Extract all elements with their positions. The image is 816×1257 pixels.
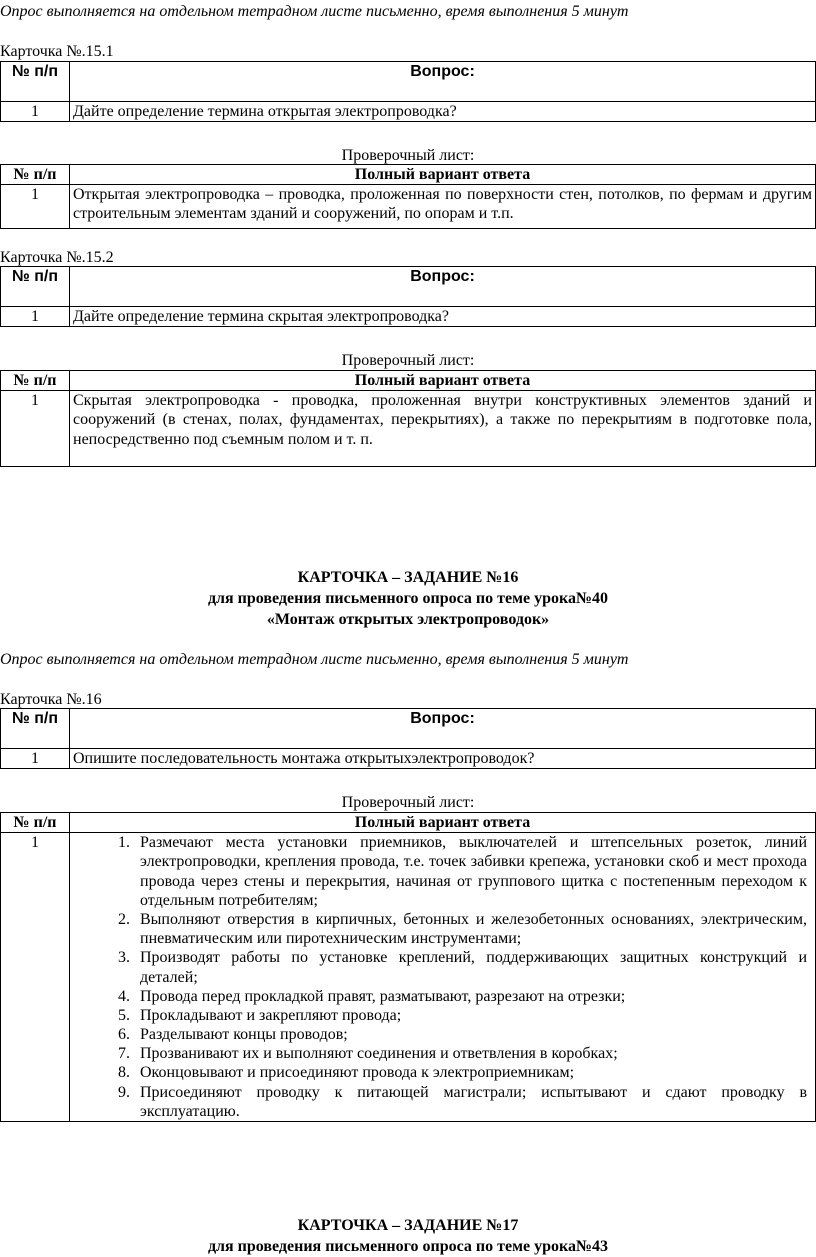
card-15-1-label: Карточка №.15.1 <box>0 43 114 60</box>
question-header-num: № п/п <box>1 709 70 749</box>
answer-header-title: Полный вариант ответа <box>70 813 816 833</box>
card-15-2-answer-table <box>0 370 816 467</box>
question-header-num: № п/п <box>1 267 70 307</box>
card-15-2-question-table <box>0 266 816 327</box>
question-num: 1 <box>1 307 70 327</box>
card-16-answer-table <box>0 812 816 1122</box>
question-text: Опишите последовательность монтажа открытыхэлектропроводок? <box>70 749 816 769</box>
answer-step <box>70 1025 807 1044</box>
question-header-num: № п/п <box>1 62 70 102</box>
answer-step-text: Прозванивают их и выполняют соединения и ответвления в коробках; <box>140 1045 618 1063</box>
task-16-subtitle: для проведения письменного опроса по теме урока№40 <box>207 590 609 607</box>
card-16-label: Карточка №.16 <box>0 691 102 708</box>
answer-text: Открытая электропроводка – проводка, проложенная по поверхности стен, потолков, по фермам и другим строительным элементам зданий и сооружений, по опорам и т.п. <box>70 185 816 229</box>
answer-step <box>70 948 807 986</box>
check-label: Проверочный лист: <box>341 147 475 164</box>
answer-step-text: Выполняют отверстия в кирпичных, бетонных и железобетонных основаниях, электрическим, пневматическим или пиротехническим инструментами; <box>140 910 807 948</box>
answer-step-number: 7. <box>118 1045 130 1063</box>
answer-num: 1 <box>1 833 70 1122</box>
card-15-2-label: Карточка №.15.2 <box>0 249 114 266</box>
answer-step <box>70 1006 807 1025</box>
check-label: Проверочный лист: <box>341 352 475 369</box>
answer-step-number: 1. <box>118 834 130 852</box>
check-label: Проверочный лист: <box>341 794 475 811</box>
answer-step <box>70 833 807 910</box>
answer-num: 1 <box>1 391 70 467</box>
question-text: Дайте определение термина скрытая электропроводка? <box>70 307 816 327</box>
question-header-title: Вопрос: <box>70 62 816 102</box>
answer-header-title: Полный вариант ответа <box>70 165 816 185</box>
answer-step-text: Разделывают концы проводов; <box>140 1026 348 1044</box>
answer-step <box>70 1044 807 1063</box>
answer-step <box>70 1083 807 1121</box>
question-num: 1 <box>1 102 70 122</box>
task-16-topic: «Монтаж открытых электропроводок» <box>266 611 550 628</box>
answer-step <box>70 1063 807 1082</box>
answer-step-text: Размечают места установки приемников, выключателей и штепсельных розеток, линий электропроводки, крепления провода, т.е. точек забивки крепежа, установки скоб и мест прохода провода через стены и перекрытия, начиная от группового щитка с постепенным переходом к отдельным потребителям; <box>140 834 807 909</box>
answer-step-number: 9. <box>118 1083 130 1101</box>
card-15-1-answer-table <box>0 164 816 229</box>
answer-step-number: 4. <box>118 987 130 1005</box>
answer-step-number: 6. <box>118 1026 130 1044</box>
intro-line: Опрос выполняется на отдельном тетрадном листе письменно, время выполнения 5 минут <box>0 3 629 20</box>
intro-line: Опрос выполняется на отдельном тетрадном листе письменно, время выполнения 5 минут <box>0 651 629 668</box>
answer-step-number: 8. <box>118 1064 130 1082</box>
task-17-subtitle: для проведения письменного опроса по теме урока№43 <box>207 1238 609 1255</box>
answer-step-number: 5. <box>118 1006 130 1024</box>
answer-steps-list <box>70 833 815 1121</box>
answer-step-text: Прокладывают и закрепляют провода; <box>140 1006 402 1024</box>
answer-header-num: № п/п <box>1 371 70 391</box>
answer-step-text: Присоединяют проводку к питающей магистрали; испытывают и сдают проводку в эксплуатацию. <box>140 1083 807 1120</box>
card-15-1-question-table <box>0 61 816 122</box>
answer-step-text: Оконцовывают и присоединяют провода к электроприемникам; <box>140 1064 575 1082</box>
question-num: 1 <box>1 749 70 769</box>
task-16-title: КАРТОЧКА – ЗАДАНИЕ №16 <box>297 569 519 586</box>
answer-step-text: Провода перед прокладкой правят, разматывают, разрезают на отрезки; <box>140 987 626 1005</box>
answer-text: Скрытая электропроводка - проводка, проложенная внутри конструктивных элементов зданий и сооружений (в стенах, полах, фундаментах, перекрытиях), а также по перекрытиям в подготовке пола, непосредственно под съемным полом и т. п. <box>70 391 816 467</box>
answer-step-number: 2. <box>118 910 130 928</box>
answer-num: 1 <box>1 185 70 229</box>
answer-step <box>70 910 807 948</box>
answer-steps-cell <box>70 833 816 1122</box>
answer-step-number: 3. <box>118 949 130 967</box>
answer-step <box>70 987 807 1006</box>
answer-step-text: Производят работы по установке креплений, поддерживающих защитных конструкций и деталей; <box>140 949 807 986</box>
answer-header-num: № п/п <box>1 813 70 833</box>
task-17-title: КАРТОЧКА – ЗАДАНИЕ №17 <box>297 1217 519 1234</box>
answer-header-num: № п/п <box>1 165 70 185</box>
question-header-title: Вопрос: <box>70 709 816 749</box>
question-text: Дайте определение термина открытая электропроводка? <box>70 102 816 122</box>
answer-header-title: Полный вариант ответа <box>70 371 816 391</box>
question-header-title: Вопрос: <box>70 267 816 307</box>
card-16-question-table <box>0 708 816 769</box>
